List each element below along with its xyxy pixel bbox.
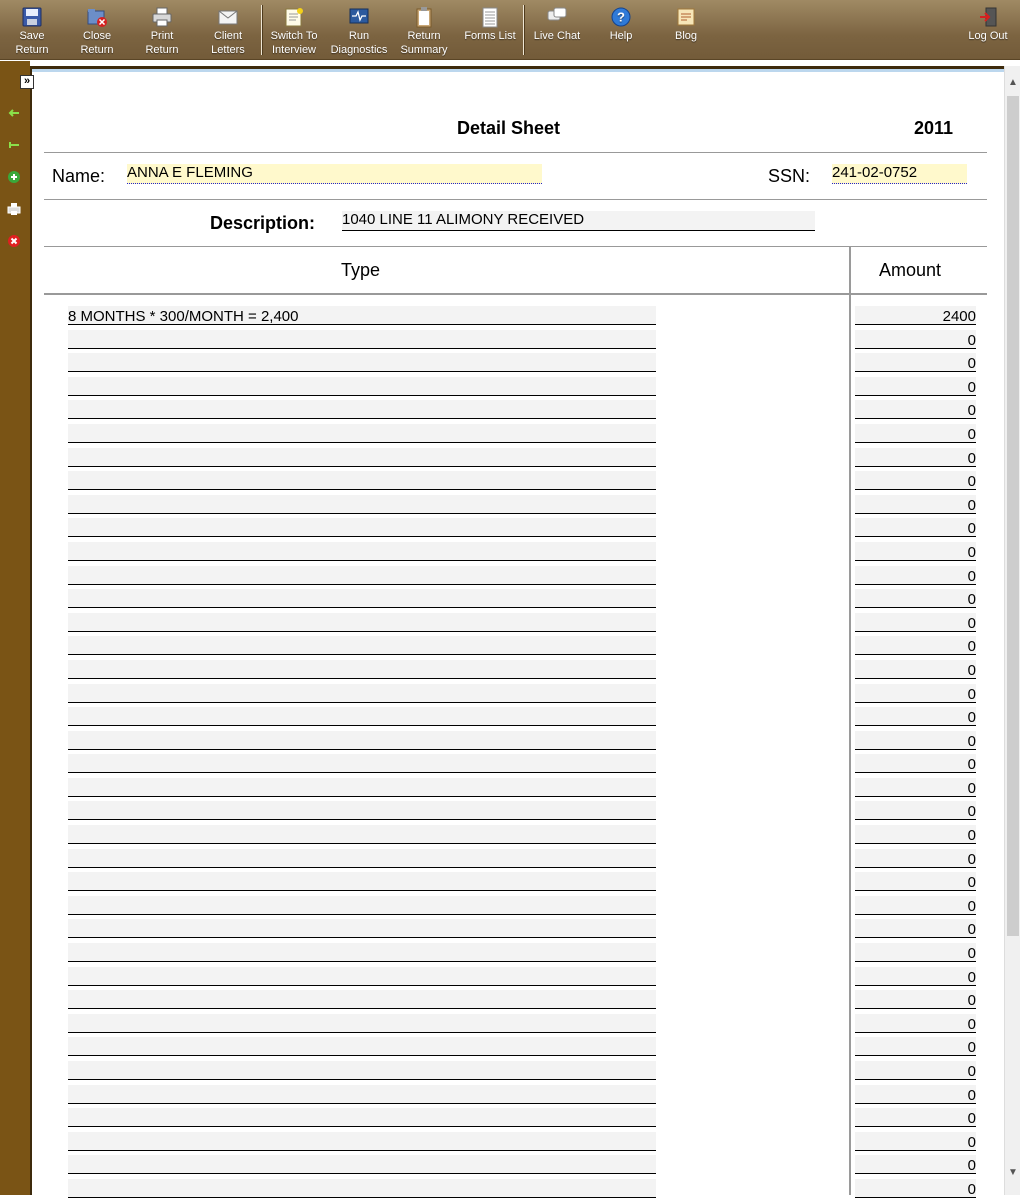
type-input[interactable] (68, 1179, 656, 1198)
table-row (44, 613, 987, 637)
switch-to-interview-button[interactable] (262, 4, 326, 58)
table-row (44, 707, 987, 731)
run-diagnostics-button[interactable] (327, 4, 391, 58)
amount-input[interactable]: 0 (855, 377, 976, 396)
table-row (44, 448, 987, 472)
svg-text:?: ? (617, 9, 625, 25)
type-input[interactable] (68, 589, 656, 608)
print-return-label: Print Return (145, 30, 179, 56)
add-icon[interactable] (7, 170, 21, 184)
live-chat-button[interactable] (525, 4, 589, 58)
amount-input[interactable]: 0 (855, 1061, 976, 1080)
amount-input[interactable]: 2400 (855, 306, 976, 325)
table-row (44, 1061, 987, 1085)
clipboard-icon (413, 6, 435, 28)
type-input[interactable] (68, 613, 656, 632)
type-input[interactable] (68, 990, 656, 1009)
type-input[interactable] (68, 377, 656, 396)
table-row (44, 825, 987, 849)
type-input[interactable]: 8 MONTHS * 300/MONTH = 2,400 (68, 306, 656, 325)
amount-input[interactable]: 0 (855, 353, 976, 372)
amount-input[interactable]: 0 (855, 424, 976, 443)
forms-list-button[interactable] (458, 4, 522, 58)
table-row (44, 377, 987, 401)
type-input[interactable] (68, 778, 656, 797)
table-row (44, 1155, 987, 1179)
form-year: 2011 (914, 118, 954, 138)
close-folder-icon (86, 6, 108, 28)
table-row (44, 754, 987, 778)
type-input[interactable] (68, 754, 656, 773)
toolbar (0, 0, 1020, 60)
amount-input[interactable]: 0 (855, 471, 976, 490)
amount-input[interactable]: 0 (855, 801, 976, 820)
detail-rows (44, 306, 987, 1203)
amount-input[interactable]: 0 (855, 731, 976, 750)
table-row (44, 495, 987, 519)
delete-icon[interactable] (7, 234, 21, 248)
scrollbar-thumb[interactable] (1007, 96, 1019, 936)
type-input[interactable] (68, 801, 656, 820)
vertical-scrollbar[interactable] (1004, 66, 1020, 1195)
amount-input[interactable]: 0 (855, 778, 976, 797)
type-input[interactable] (68, 872, 656, 891)
amount-input[interactable]: 0 (855, 943, 976, 962)
table-row (44, 990, 987, 1014)
minus-icon[interactable] (7, 138, 21, 152)
type-input[interactable] (68, 1155, 656, 1174)
table-row (44, 306, 987, 330)
table-row (44, 778, 987, 802)
amount-input[interactable]: 0 (855, 684, 976, 703)
amount-input[interactable]: 0 (855, 636, 976, 655)
type-input[interactable] (68, 542, 656, 561)
log-out-button[interactable] (956, 4, 1020, 58)
amount-input[interactable]: 0 (855, 825, 976, 844)
amount-input[interactable]: 0 (855, 660, 976, 679)
amount-input[interactable]: 0 (855, 990, 976, 1009)
type-input[interactable] (68, 825, 656, 844)
description-field[interactable]: 1040 LINE 11 ALIMONY RECEIVED (342, 211, 815, 231)
save-return-label: Save Return (15, 30, 49, 56)
frame-top-border (32, 69, 1004, 72)
amount-input[interactable]: 0 (855, 495, 976, 514)
amount-input[interactable]: 0 (855, 1155, 976, 1174)
type-input[interactable] (68, 330, 656, 349)
amount-input[interactable]: 0 (855, 330, 976, 349)
exit-door-icon (977, 6, 999, 28)
blog-button[interactable] (654, 4, 718, 58)
table-row (44, 636, 987, 660)
table-row (44, 589, 987, 613)
table-row (44, 471, 987, 495)
return-summary-button[interactable] (392, 4, 456, 58)
table-row (44, 400, 987, 424)
amount-input[interactable]: 0 (855, 566, 976, 585)
type-input[interactable] (68, 424, 656, 443)
save-return-button[interactable] (0, 4, 64, 58)
type-input[interactable] (68, 400, 656, 419)
print-icon[interactable] (7, 202, 21, 216)
amount-input[interactable]: 0 (855, 542, 976, 561)
type-input[interactable] (68, 943, 656, 962)
table-row (44, 896, 987, 920)
divider (44, 246, 987, 247)
type-input[interactable] (68, 849, 656, 868)
form-title: Detail Sheet (457, 118, 561, 138)
type-input[interactable] (68, 495, 656, 514)
amount-input[interactable]: 0 (855, 518, 976, 537)
type-input[interactable] (68, 896, 656, 915)
amount-input[interactable]: 0 (855, 1037, 976, 1056)
close-return-label: Close Return (80, 30, 114, 56)
type-input[interactable] (68, 967, 656, 986)
table-row (44, 330, 987, 354)
divider (44, 199, 987, 200)
envelope-icon (217, 6, 239, 28)
type-input[interactable] (68, 660, 656, 679)
type-input[interactable] (68, 731, 656, 750)
divider (44, 293, 987, 295)
amount-input[interactable]: 0 (855, 849, 976, 868)
table-row (44, 872, 987, 896)
type-column-header: Type (341, 260, 381, 280)
amount-input[interactable]: 0 (855, 1014, 976, 1033)
table-row (44, 1014, 987, 1038)
amount-input[interactable]: 0 (855, 613, 976, 632)
table-row (44, 353, 987, 377)
amount-input[interactable]: 0 (855, 448, 976, 467)
floppy-disk-icon (21, 6, 43, 28)
left-rail (0, 61, 30, 1195)
help-question-icon (610, 6, 632, 28)
table-row (44, 1037, 987, 1061)
run-diagnostics-label: Run Diagnostics (330, 30, 388, 56)
switch-to-interview-label: Switch To Interview (270, 30, 318, 56)
type-input[interactable] (68, 707, 656, 726)
type-input[interactable] (68, 471, 656, 490)
printer-icon (151, 6, 173, 28)
help-label: Help (609, 30, 633, 42)
table-row (44, 1179, 987, 1203)
type-input[interactable] (68, 919, 656, 938)
type-input[interactable] (68, 448, 656, 467)
name-label: Name: (52, 166, 106, 186)
amount-input[interactable]: 0 (855, 1132, 976, 1151)
table-row (44, 731, 987, 755)
interview-sheet-icon (283, 6, 305, 28)
type-input[interactable] (68, 353, 656, 372)
expand-panel-icon[interactable]: » (20, 75, 34, 89)
amount-column-header: Amount (879, 260, 942, 280)
amount-input[interactable]: 0 (855, 919, 976, 938)
table-row (44, 660, 987, 684)
amount-input[interactable]: 0 (855, 400, 976, 419)
name-field[interactable]: ANNA E FLEMING (127, 164, 542, 184)
table-row (44, 1085, 987, 1109)
print-return-button[interactable] (130, 4, 194, 58)
table-row (44, 943, 987, 967)
table-row (44, 424, 987, 448)
table-row (44, 967, 987, 991)
scroll-down-icon[interactable]: ▼ (1008, 1167, 1018, 1178)
amount-input[interactable]: 0 (855, 896, 976, 915)
blog-scroll-icon (675, 6, 697, 28)
table-row (44, 542, 987, 566)
table-row (44, 1108, 987, 1132)
scroll-up-icon[interactable]: ▲ (1008, 77, 1018, 88)
amount-input[interactable]: 0 (855, 1085, 976, 1104)
table-row (44, 566, 987, 590)
toolbar-separator (523, 5, 524, 55)
type-input[interactable] (68, 1061, 656, 1080)
amount-input[interactable]: 0 (855, 1108, 976, 1127)
blog-label: Blog (674, 30, 698, 42)
description-label: Description: (210, 213, 316, 233)
divider (44, 152, 987, 153)
table-row (44, 849, 987, 873)
table-row (44, 1132, 987, 1156)
type-input[interactable] (68, 1085, 656, 1104)
amount-input[interactable]: 0 (855, 967, 976, 986)
type-input[interactable] (68, 566, 656, 585)
client-letters-label: Client Letters (211, 30, 245, 56)
ssn-label: SSN: (768, 166, 811, 186)
type-input[interactable] (68, 1014, 656, 1033)
amount-input[interactable]: 0 (855, 754, 976, 773)
diagnostics-monitor-icon (348, 6, 370, 28)
type-input[interactable] (68, 518, 656, 537)
amount-input[interactable]: 0 (855, 707, 976, 726)
help-button[interactable] (589, 4, 653, 58)
chat-bubbles-icon (546, 6, 568, 28)
table-row (44, 684, 987, 708)
type-input[interactable] (68, 1132, 656, 1151)
amount-input[interactable]: 0 (855, 1179, 976, 1198)
type-input[interactable] (68, 684, 656, 703)
table-row (44, 919, 987, 943)
amount-input[interactable]: 0 (855, 589, 976, 608)
table-row (44, 801, 987, 825)
return-summary-label: Return Summary (400, 30, 448, 56)
type-input[interactable] (68, 636, 656, 655)
live-chat-label: Live Chat (533, 30, 581, 42)
log-out-label: Log Out (968, 30, 1008, 42)
close-return-button[interactable] (65, 4, 129, 58)
type-input[interactable] (68, 1037, 656, 1056)
document-list-icon (479, 6, 501, 28)
amount-input[interactable]: 0 (855, 872, 976, 891)
ssn-field[interactable]: 241-02-0752 (832, 164, 967, 184)
type-input[interactable] (68, 1108, 656, 1127)
table-row (44, 518, 987, 542)
client-letters-button[interactable] (196, 4, 260, 58)
forms-list-label: Forms List (464, 30, 516, 42)
arrow-left-icon[interactable] (7, 106, 21, 120)
